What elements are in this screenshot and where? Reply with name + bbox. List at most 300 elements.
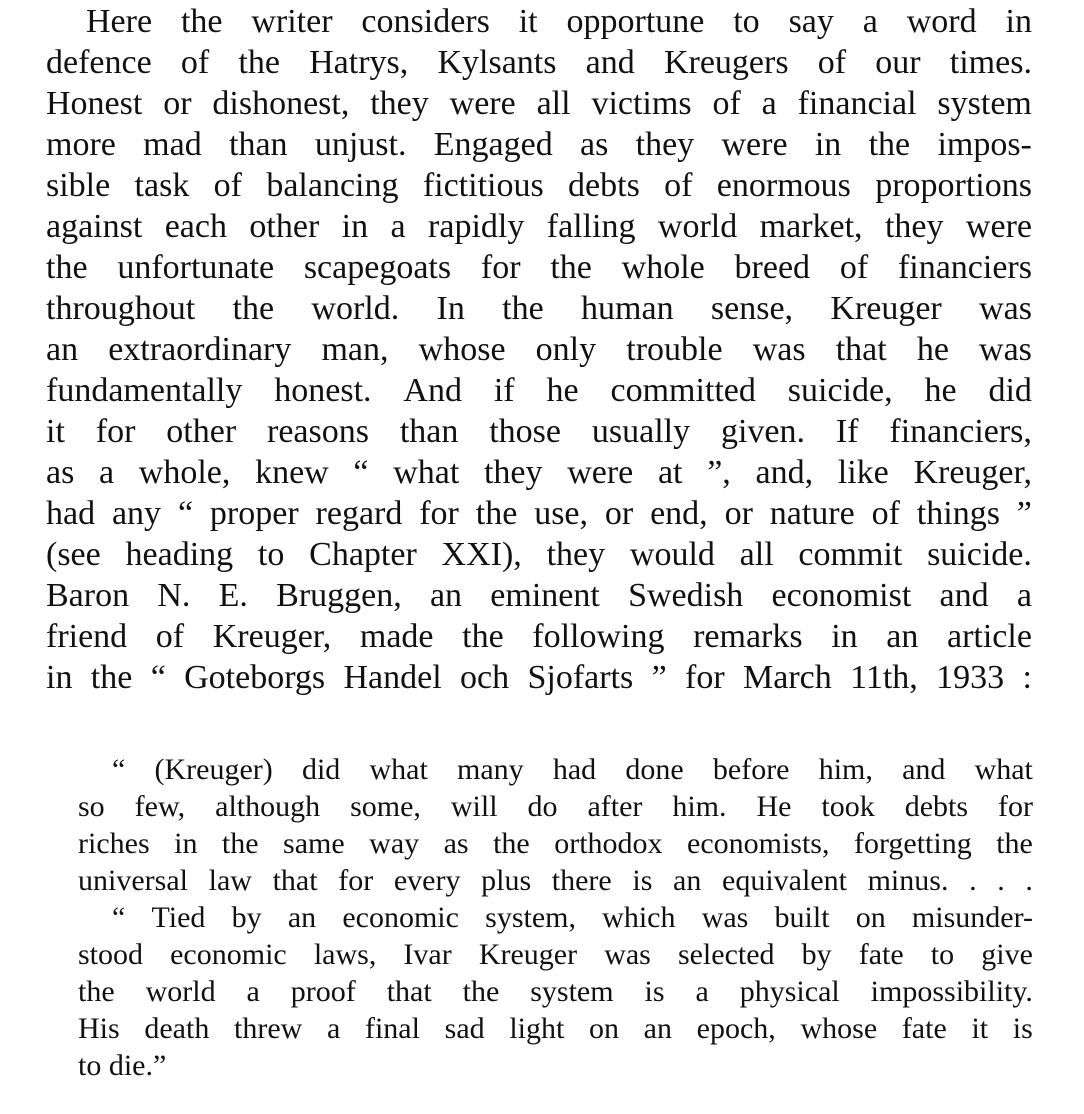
word: fundamentally (46, 372, 243, 409)
word: falling (546, 208, 636, 245)
word: they (635, 126, 695, 163)
word: say (788, 3, 834, 40)
word: Kreugers (663, 44, 789, 81)
word: dishonest, (212, 85, 350, 122)
word: he (924, 372, 957, 409)
quote-line: to die.” (78, 1049, 167, 1082)
text-line (46, 207, 1032, 247)
text-line (46, 535, 1032, 575)
word: human (581, 290, 674, 327)
word: was (604, 938, 651, 971)
word: “ (112, 753, 126, 786)
word: word (906, 3, 977, 40)
word: economic (342, 901, 459, 934)
word: of (180, 44, 210, 81)
word: honest. (274, 372, 372, 409)
word: end, (650, 495, 708, 532)
word: Here (86, 3, 153, 40)
word: on (855, 901, 886, 934)
word: Tied (151, 901, 206, 934)
word: than (229, 126, 288, 163)
word: him. (672, 790, 727, 823)
word: “ (112, 901, 126, 934)
word: they (370, 85, 429, 122)
word: extraordinary (108, 331, 292, 368)
quote-line (78, 975, 1033, 1009)
word: unfortunate (117, 249, 275, 286)
word: committed (610, 372, 756, 409)
word: an (643, 1012, 672, 1045)
word: he (916, 331, 949, 368)
text-line (46, 330, 1032, 370)
word: usually (591, 413, 691, 450)
word: in (1005, 3, 1032, 40)
word: world. (311, 290, 400, 327)
word: a (695, 975, 709, 1008)
word: they (546, 536, 606, 573)
word: is (1012, 1012, 1033, 1045)
word: did (301, 753, 341, 786)
word: an (287, 901, 317, 934)
word: light (509, 1012, 565, 1045)
word: Sjofarts (527, 659, 634, 696)
word: riches (78, 827, 150, 860)
word: opportune (566, 3, 705, 40)
word: a (246, 975, 260, 1008)
word: a (99, 454, 115, 491)
word: a (1016, 577, 1032, 614)
word: or (163, 85, 192, 122)
word: only (535, 331, 597, 368)
word: In (436, 290, 465, 327)
word: : (1022, 659, 1032, 696)
word: by (801, 938, 832, 971)
word: financiers (897, 249, 1032, 286)
word: was (979, 331, 1032, 368)
text-line (46, 289, 1032, 329)
word: although (215, 790, 321, 823)
word: were (567, 454, 634, 491)
word: throughout (46, 290, 196, 327)
word: sible (46, 167, 111, 204)
word: or (604, 495, 634, 532)
word: Chapter (309, 536, 417, 573)
word: had (46, 495, 96, 532)
word: were (449, 85, 516, 122)
word: misunder- (911, 901, 1033, 934)
word: XXI), (441, 536, 522, 573)
word: . (997, 864, 1005, 897)
word: like (837, 454, 889, 491)
word: the (180, 3, 223, 40)
word: than (399, 413, 459, 450)
word: all (739, 536, 774, 573)
word: as (443, 827, 469, 860)
word: in (174, 827, 198, 860)
word: it (46, 413, 65, 450)
word: was (979, 290, 1032, 327)
word: impos- (937, 126, 1032, 163)
word: whole (621, 249, 705, 286)
word: ” (651, 659, 667, 696)
word: Hatrys, (309, 44, 409, 81)
word: the (493, 827, 530, 860)
word: way (369, 827, 420, 860)
word: an (429, 577, 463, 614)
text-line (46, 576, 1032, 616)
word: a (761, 85, 777, 122)
word: in (814, 126, 842, 163)
word: were (965, 208, 1032, 245)
word: that (835, 331, 887, 368)
word: to (733, 3, 760, 40)
word: any (111, 495, 162, 532)
word: the (868, 126, 911, 163)
word: suicide. (927, 536, 1032, 573)
word: and (585, 44, 635, 81)
word: ” (1016, 495, 1032, 532)
word: final (364, 1012, 420, 1045)
word: His (78, 1012, 120, 1045)
word: our (875, 44, 921, 81)
word: is (632, 864, 653, 897)
word: considers (361, 3, 490, 40)
text-line (46, 166, 1032, 206)
word: If (835, 413, 859, 450)
word: And (403, 372, 462, 409)
word: is (644, 975, 665, 1008)
text-line (86, 2, 1032, 42)
word: “ (150, 659, 166, 696)
word: in (46, 659, 73, 696)
word: the (90, 659, 133, 696)
word: universal (78, 864, 188, 897)
word: law (208, 864, 252, 897)
word: Goteborgs (184, 659, 326, 696)
word: few, (134, 790, 186, 823)
word: the (238, 44, 280, 81)
word: enormous (716, 167, 851, 204)
word: financial (797, 85, 917, 122)
word: article (947, 618, 1032, 655)
word: och (460, 659, 510, 696)
word: Baron (46, 577, 130, 614)
word: writer (251, 3, 333, 40)
quote-line (78, 827, 1033, 861)
text-line (46, 412, 1032, 452)
word: to (930, 938, 955, 971)
quote-line (112, 901, 1033, 935)
word: the (46, 249, 88, 286)
word: He (756, 790, 792, 823)
word: many (457, 753, 524, 786)
word: whose (418, 331, 506, 368)
quote-line (78, 790, 1033, 824)
word: world (145, 975, 216, 1008)
word: suicide, (787, 372, 893, 409)
word: system, (485, 901, 576, 934)
word: (Kreuger) (154, 753, 273, 786)
word: it (971, 1012, 989, 1045)
word: world (657, 208, 738, 245)
word: market, (759, 208, 863, 245)
word: what (393, 454, 460, 491)
word: epoch, (696, 1012, 776, 1045)
quote-line (78, 864, 1033, 898)
word: proportions (875, 167, 1032, 204)
word: proof (290, 975, 356, 1008)
word: Kreuger (478, 938, 578, 971)
text-line (46, 658, 1032, 698)
word: breed (734, 249, 811, 286)
word: of (712, 85, 741, 122)
word: other (249, 208, 320, 245)
word: proper (209, 495, 299, 532)
word: he (546, 372, 579, 409)
word: ”, (707, 454, 731, 491)
word: that (272, 864, 318, 897)
word: of (155, 618, 185, 655)
word: man, (321, 331, 389, 368)
word: took (821, 790, 875, 823)
word: (see (46, 536, 101, 573)
word: made (359, 618, 434, 655)
text-line (46, 494, 1032, 534)
word: death (144, 1012, 210, 1045)
text-line (46, 43, 1032, 83)
word: . (969, 864, 977, 897)
word: same (283, 827, 345, 860)
word: heading (125, 536, 234, 573)
word: Ivar (403, 938, 452, 971)
word: was (701, 901, 749, 934)
text-line (46, 125, 1032, 165)
word: Kylsants (437, 44, 557, 81)
word: given. (720, 413, 805, 450)
word: some, (350, 790, 421, 823)
word: to (257, 536, 285, 573)
text-line (46, 453, 1032, 493)
word: more (46, 126, 116, 163)
word: threw (234, 1012, 303, 1045)
word: give (981, 938, 1033, 971)
word: in (341, 208, 369, 245)
word: economist (771, 577, 912, 614)
word: each (164, 208, 227, 245)
word: other (166, 413, 237, 450)
word: for (685, 659, 725, 696)
word: built (774, 901, 830, 934)
word: whose (800, 1012, 878, 1045)
word: if (493, 372, 515, 409)
word: rapidly (428, 208, 525, 245)
word: knew (255, 454, 329, 491)
word: the (462, 975, 500, 1008)
word: Swedish (628, 577, 744, 614)
word: for (997, 790, 1033, 823)
word: friend (46, 618, 128, 655)
word: and, (755, 454, 814, 491)
word: Kreuger, (212, 618, 332, 655)
word: and (902, 753, 946, 786)
word: orthodox (554, 827, 663, 860)
text-line (46, 84, 1032, 124)
word: remarks (693, 618, 803, 655)
word: an (46, 331, 79, 368)
word: selected (677, 938, 775, 971)
word: an (673, 864, 702, 897)
word: all (536, 85, 571, 122)
word: which (602, 901, 676, 934)
word: the (232, 290, 275, 327)
word: a (326, 1012, 341, 1045)
word: equivalent (722, 864, 847, 897)
word: Kreuger, (913, 454, 1032, 491)
word: those (489, 413, 562, 450)
word: as (46, 454, 75, 491)
word: economists, (687, 827, 830, 860)
word: fate (901, 1012, 947, 1045)
text-line (46, 248, 1032, 288)
word: fate (858, 938, 904, 971)
word: was (752, 331, 806, 368)
word: they (884, 208, 944, 245)
word: unjust. (314, 126, 407, 163)
word: what (369, 753, 428, 786)
quote-line (78, 938, 1033, 972)
word: defence (46, 44, 152, 81)
word: were (721, 126, 788, 163)
word: balancing (266, 167, 399, 204)
word: the (475, 495, 518, 532)
word: trouble (626, 331, 723, 368)
word: plus (481, 864, 532, 897)
word: for (480, 249, 521, 286)
word: against (46, 208, 143, 245)
word: in (831, 618, 858, 655)
word: things (916, 495, 1000, 532)
word: Honest (46, 85, 143, 122)
word: economic (170, 938, 287, 971)
word: reasons (267, 413, 369, 450)
word: minus. (867, 864, 949, 897)
word: had (552, 753, 597, 786)
word: scapegoats (303, 249, 452, 286)
word: the (462, 618, 504, 655)
word: debts (904, 790, 969, 823)
word: sad (444, 1012, 485, 1045)
word: forgetting (853, 827, 972, 860)
word: Bruggen, (276, 577, 402, 614)
word: do (527, 790, 558, 823)
quote-line (78, 1012, 1033, 1046)
word: whole, (138, 454, 231, 491)
word: fictitious (422, 167, 544, 204)
word: “ (177, 495, 194, 532)
word: Engaged (433, 126, 553, 163)
word: the (996, 827, 1033, 860)
word: of (871, 495, 900, 532)
word: him, (818, 753, 873, 786)
word: March (743, 659, 832, 696)
word: after (587, 790, 643, 823)
word: for (338, 864, 374, 897)
word: what (974, 753, 1033, 786)
word: . (1025, 864, 1033, 897)
word: of (664, 167, 693, 204)
word: 1933 (936, 659, 1005, 696)
word: “ (353, 454, 369, 491)
word: regard (315, 495, 403, 532)
word: the (550, 249, 592, 286)
word: so (78, 790, 105, 823)
word: would (629, 536, 715, 573)
word: before (712, 753, 790, 786)
word: by (231, 901, 262, 934)
word: and (939, 577, 989, 614)
word: an (886, 618, 919, 655)
word: 11th, (850, 659, 918, 696)
word: there (551, 864, 612, 897)
word: following (532, 618, 665, 655)
word: the (78, 975, 115, 1008)
word: victims (591, 85, 692, 122)
word: will (450, 790, 498, 823)
word: nature (769, 495, 855, 532)
word: it (518, 3, 538, 40)
word: system (937, 85, 1032, 122)
quote-line (112, 753, 1033, 787)
word: mad (143, 126, 202, 163)
word: for (95, 413, 136, 450)
word: of (817, 44, 847, 81)
word: the (502, 290, 544, 327)
word: N. (157, 577, 191, 614)
word: eminent (490, 577, 600, 614)
word: of (839, 249, 869, 286)
word: as (580, 126, 609, 163)
word: did (988, 372, 1032, 409)
text-line (46, 617, 1032, 657)
word: of (213, 167, 242, 204)
word: E. (218, 577, 248, 614)
word: on (589, 1012, 619, 1045)
word: done (625, 753, 684, 786)
word: Handel (343, 659, 442, 696)
word: debts (568, 167, 640, 204)
word: at (657, 454, 683, 491)
word: a (390, 208, 406, 245)
word: sense, (710, 290, 794, 327)
word: or (724, 495, 753, 532)
word: that (386, 975, 432, 1008)
word: laws, (313, 938, 377, 971)
word: the (221, 827, 259, 860)
word: task (134, 167, 190, 204)
word: stood (78, 938, 144, 971)
word: physical (739, 975, 840, 1008)
word: times. (949, 44, 1032, 81)
word: they (483, 454, 543, 491)
word: a (862, 3, 878, 40)
word: Kreuger (830, 290, 942, 327)
word: for (419, 495, 459, 532)
text-line (46, 371, 1032, 411)
word: every (393, 864, 461, 897)
word: impossibility. (870, 975, 1033, 1008)
word: commit (798, 536, 903, 573)
word: financiers, (889, 413, 1032, 450)
